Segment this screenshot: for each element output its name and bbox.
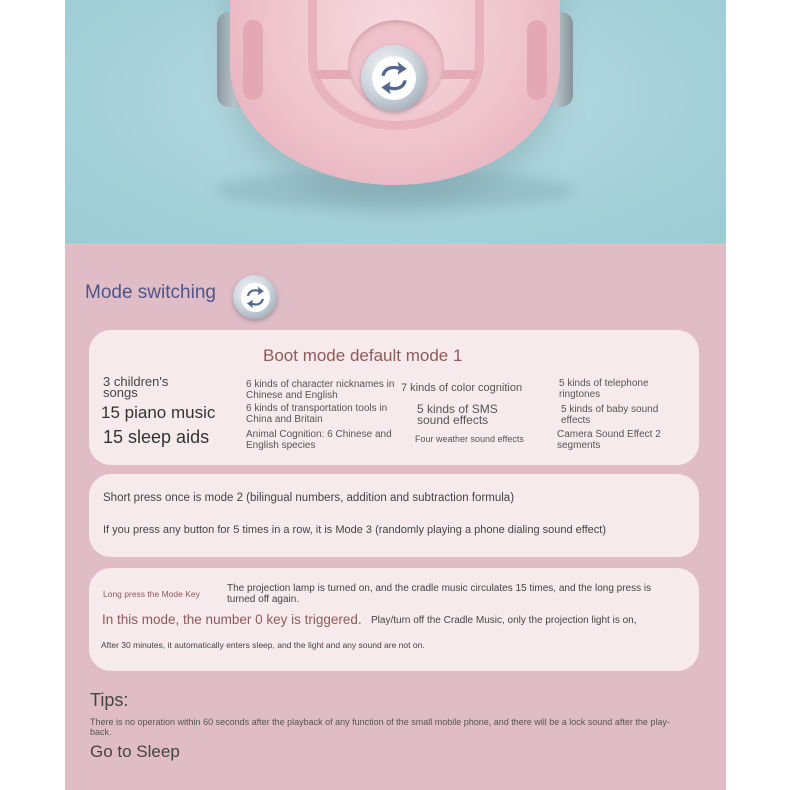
sms-sound-label: 5 kinds of SMS sound effects bbox=[417, 402, 498, 427]
mode-3-text: If you press any button for 5 times in a row, it is Mode 3 (randomly playing a phone dialing sound effect) bbox=[103, 524, 607, 536]
mode-2-text: Short press once is mode 2 (bilingual numbers, addition and subtraction formula) bbox=[103, 492, 515, 504]
mode-switching-title: Mode switching bbox=[85, 282, 216, 303]
camera-sound-label: Camera Sound Effect 2 segments bbox=[557, 429, 661, 451]
product-poster bbox=[65, 0, 726, 790]
long-press-card bbox=[89, 568, 699, 671]
character-nicknames-label: 6 kinds of character nicknames in Chinese and English bbox=[246, 379, 395, 401]
mode-2-3-card bbox=[89, 474, 699, 557]
animal-cognition-label: Animal Cognition: 6 Chinese and English species bbox=[246, 429, 392, 451]
boot-mode-heading: Boot mode default mode 1 bbox=[263, 346, 463, 365]
swap-arrows-icon bbox=[233, 275, 277, 319]
right-bumper bbox=[527, 20, 547, 100]
transportation-tools-label: 6 kinds of transportation tools in China and Britain bbox=[246, 403, 388, 425]
cradle-music-text: Play/turn off the Cradle Music, only the projection light is on, bbox=[371, 615, 637, 626]
boot-mode-card bbox=[89, 330, 699, 465]
color-cognition-label: 7 kinds of color cognition bbox=[401, 382, 523, 394]
piano-music-label: 15 piano music bbox=[101, 403, 216, 422]
projection-lamp-text: The projection lamp is turned on, and the cradle music circulates 15 times, and the long press is turned off again. bbox=[227, 583, 652, 605]
telephone-ringtones-label: 5 kinds of telephone ringtones bbox=[559, 378, 649, 400]
product-photo bbox=[65, 0, 726, 243]
baby-sound-label: 5 kinds of baby sound effects bbox=[561, 404, 659, 426]
mode-zero-text: In this mode, the number 0 key is triggered. bbox=[102, 612, 362, 627]
auto-sleep-text: After 30 minutes, it automatically enters sleep, and the light and any sound are not on. bbox=[101, 640, 425, 650]
weather-sound-label: Four weather sound effects bbox=[415, 434, 524, 444]
left-bumper bbox=[243, 20, 263, 100]
swap-arrows-icon bbox=[361, 45, 427, 111]
tips-body: There is no operation within 60 seconds after the playback of any function of the small mobile phone, and there will be a lock sound after the play-back. bbox=[90, 717, 670, 737]
tips-heading: Tips: bbox=[90, 690, 129, 710]
children-songs-label: 3 children's songs bbox=[103, 374, 169, 400]
sleep-aids-label: 15 sleep aids bbox=[103, 427, 210, 447]
long-press-label: Long press the Mode Key bbox=[103, 589, 200, 599]
go-to-sleep-heading: Go to Sleep bbox=[90, 742, 180, 761]
